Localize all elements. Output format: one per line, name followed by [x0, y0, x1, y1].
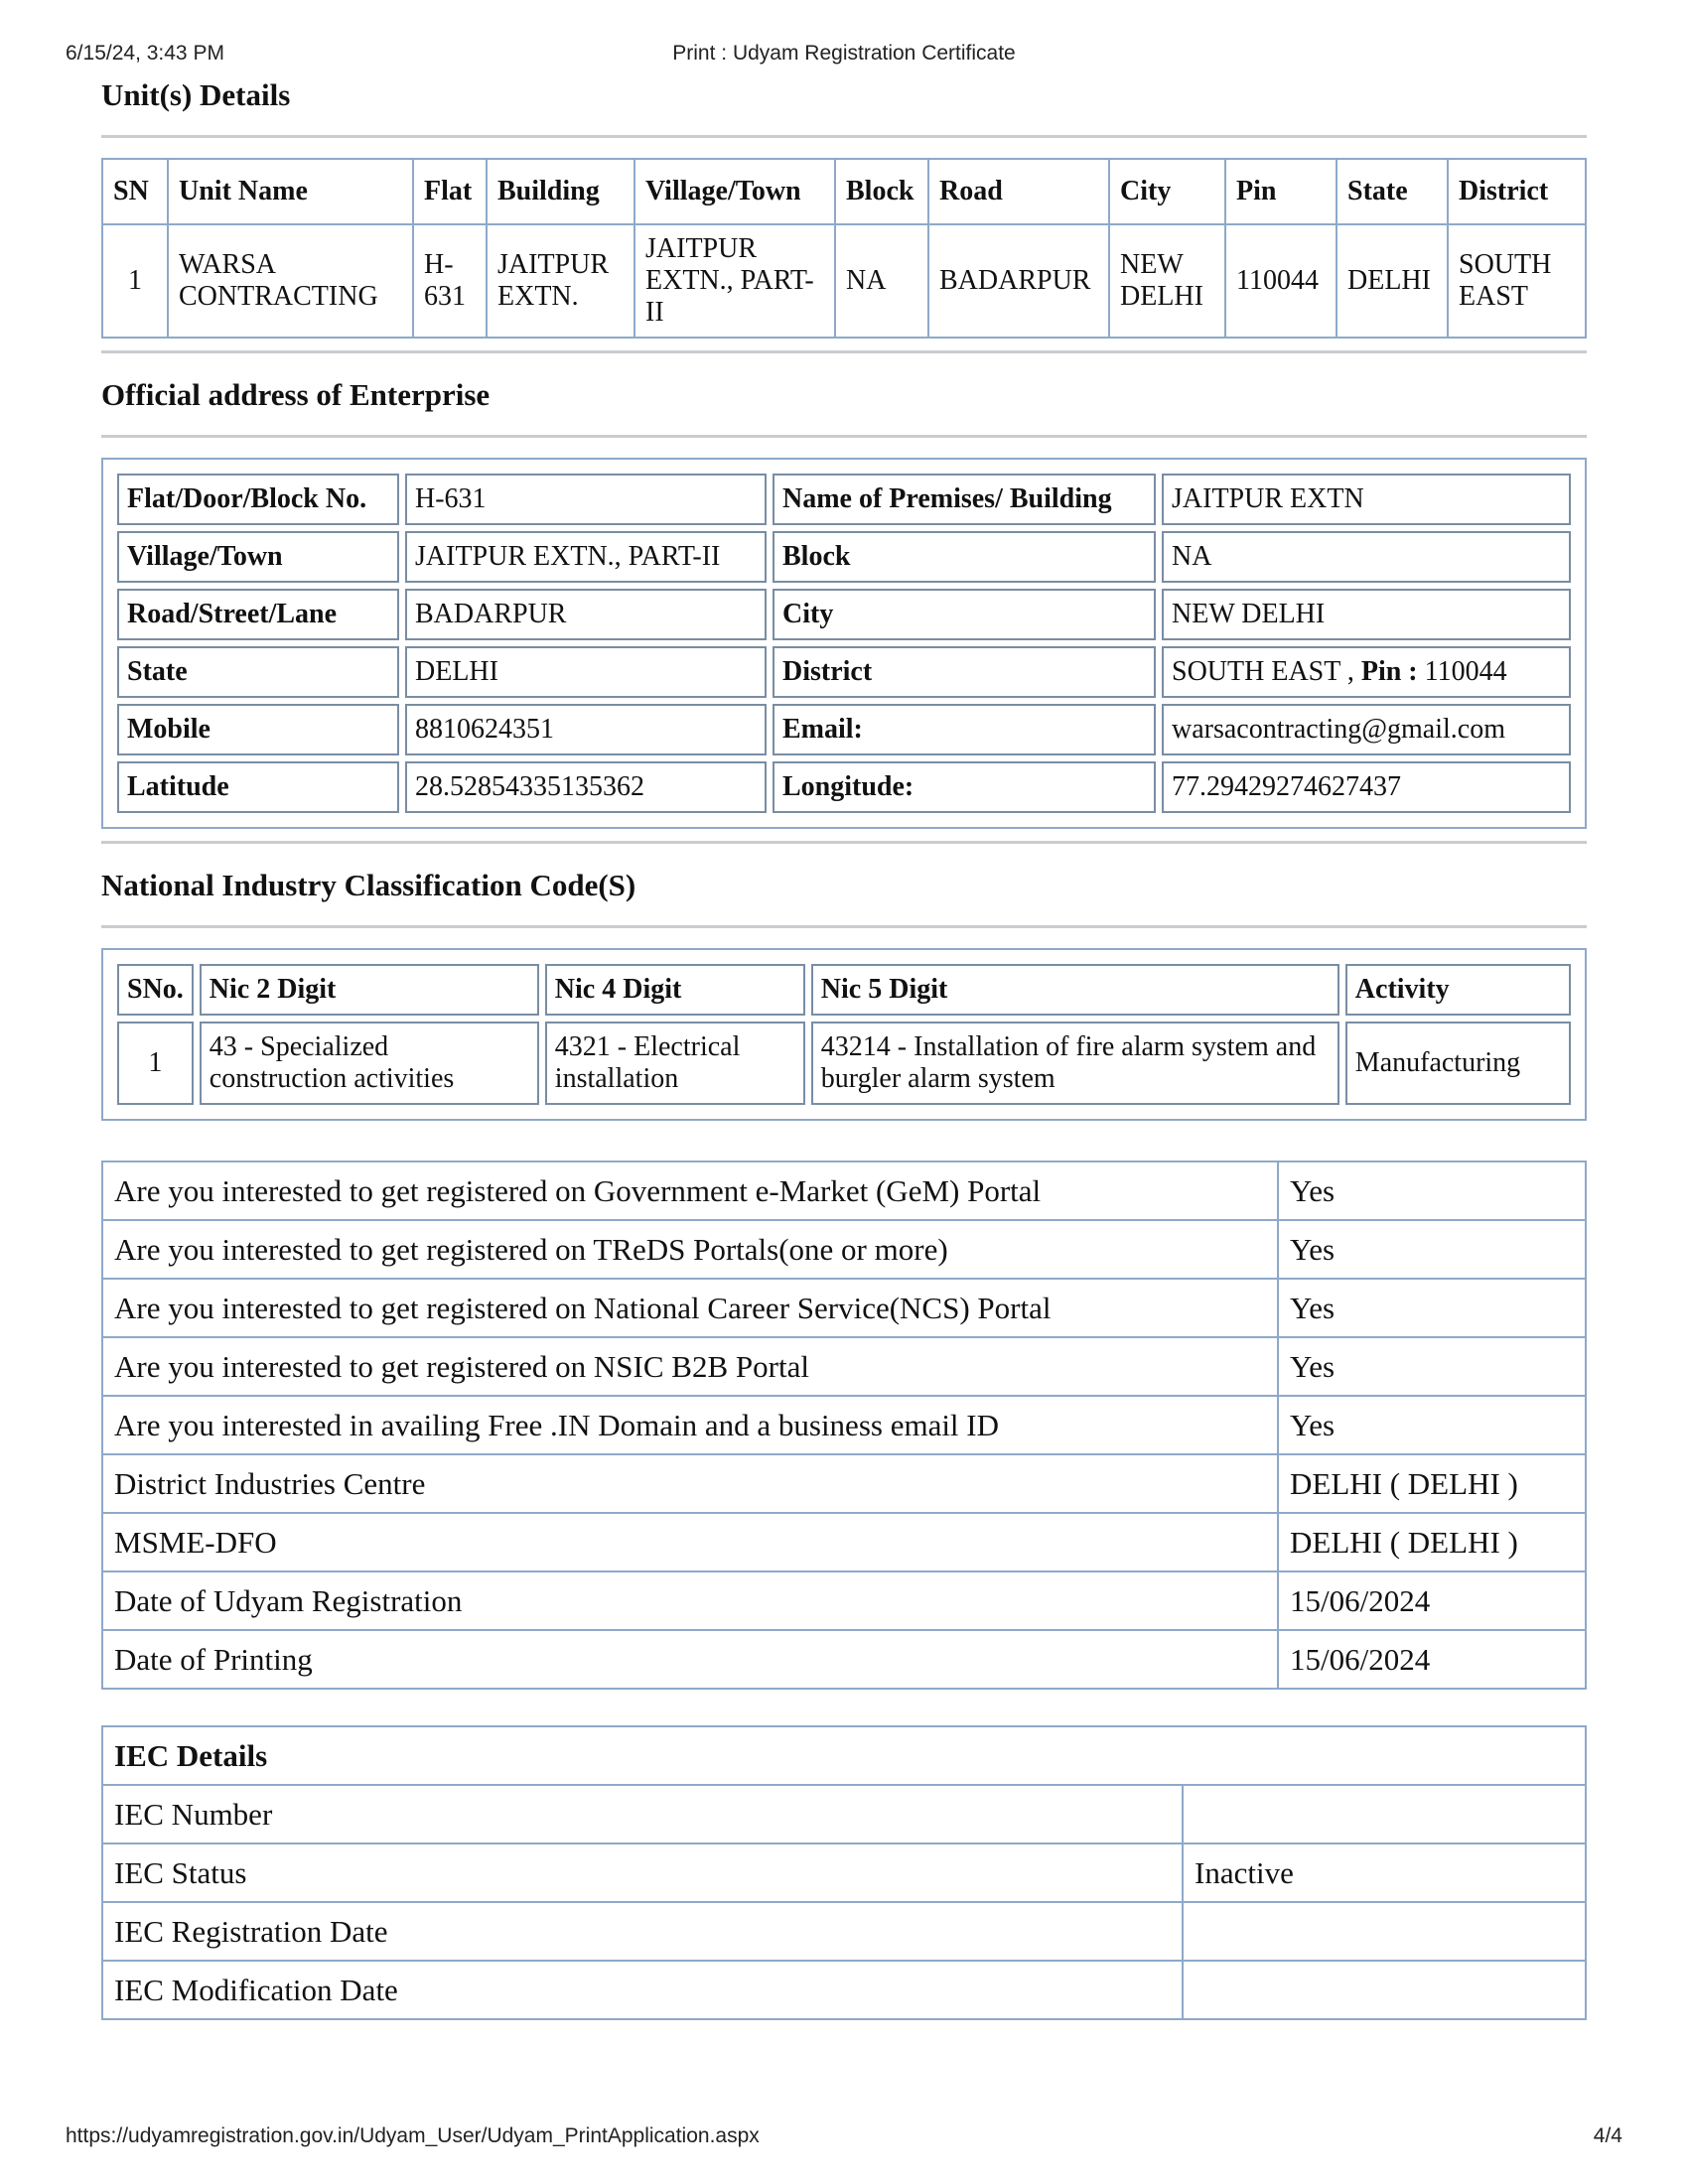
- iec-title: IEC Details: [102, 1726, 1586, 1785]
- col-sn: SN: [102, 159, 168, 224]
- address-label: Mobile: [117, 704, 399, 755]
- iec-table: [101, 1725, 1587, 2020]
- table-row: [102, 1279, 1586, 1337]
- nic-header-row: [117, 964, 1571, 1016]
- registration-table: [101, 1160, 1587, 1690]
- address-table: [111, 468, 1577, 819]
- unit-name: WARSA CONTRACTING: [168, 224, 413, 338]
- iec-value: Inactive: [1183, 1843, 1586, 1902]
- address-value: DELHI: [405, 646, 767, 698]
- unit-city: NEW DELHI: [1109, 224, 1225, 338]
- col-unit-name: Unit Name: [168, 159, 413, 224]
- answer: 15/06/2024: [1278, 1571, 1586, 1630]
- answer: Yes: [1278, 1279, 1586, 1337]
- answer: 15/06/2024: [1278, 1630, 1586, 1689]
- col-nic-2: Nic 2 Digit: [200, 964, 539, 1016]
- table-row: [102, 1961, 1586, 2019]
- col-building: Building: [487, 159, 634, 224]
- table-row: [102, 1630, 1586, 1689]
- unit-flat: H-631: [413, 224, 487, 338]
- address-label: Village/Town: [117, 531, 399, 583]
- question: Are you interested to get registered on National Career Service(NCS) Portal: [102, 1279, 1278, 1337]
- address-row: [117, 531, 1571, 583]
- table-row: [102, 1396, 1586, 1454]
- units-header-row: [102, 159, 1586, 224]
- answer: Yes: [1278, 1161, 1586, 1220]
- address-row: [117, 646, 1571, 698]
- nic-table: [111, 958, 1577, 1111]
- address-value: JAITPUR EXTN: [1162, 474, 1571, 525]
- question: District Industries Centre: [102, 1454, 1278, 1513]
- col-district: District: [1448, 159, 1586, 224]
- nic-box: [101, 948, 1587, 1121]
- iec-value: [1183, 1785, 1586, 1843]
- nic-2-digit: 43 - Specialized construction activities: [200, 1022, 539, 1105]
- section-divider: [101, 841, 1587, 844]
- iec-label: IEC Registration Date: [102, 1902, 1183, 1961]
- table-row: [102, 1454, 1586, 1513]
- district-value: SOUTH EAST ,: [1172, 656, 1354, 687]
- answer: DELHI ( DELHI ): [1278, 1513, 1586, 1571]
- unit-state: DELHI: [1336, 224, 1448, 338]
- unit-village-town: JAITPUR EXTN., PART-II: [634, 224, 835, 338]
- page-content: [101, 73, 1587, 2020]
- address-row: [117, 474, 1571, 525]
- table-row: [102, 224, 1586, 338]
- section-divider: [101, 925, 1587, 928]
- unit-road: BADARPUR: [928, 224, 1109, 338]
- iec-value: [1183, 1902, 1586, 1961]
- pin-value: 110044: [1424, 656, 1507, 687]
- table-row: [102, 1843, 1586, 1902]
- address-label: Flat/Door/Block No.: [117, 474, 399, 525]
- page-number: 4/4: [1593, 2124, 1622, 2147]
- question: Are you interested to get registered on TReDS Portals(one or more): [102, 1220, 1278, 1279]
- address-label: Block: [773, 531, 1156, 583]
- address-row: [117, 761, 1571, 813]
- answer: Yes: [1278, 1396, 1586, 1454]
- answer: DELHI ( DELHI ): [1278, 1454, 1586, 1513]
- question: Date of Udyam Registration: [102, 1571, 1278, 1630]
- nic-activity: Manufacturing: [1345, 1022, 1571, 1105]
- address-label: Name of Premises/ Building: [773, 474, 1156, 525]
- col-nic-5: Nic 5 Digit: [811, 964, 1339, 1016]
- table-row: [102, 1161, 1586, 1220]
- address-label: District: [773, 646, 1156, 698]
- address-label: Road/Street/Lane: [117, 589, 399, 640]
- unit-block: NA: [835, 224, 928, 338]
- table-row: [117, 1022, 1571, 1105]
- iec-header-row: [102, 1726, 1586, 1785]
- col-pin: Pin: [1225, 159, 1336, 224]
- units-section-title: Unit(s) Details: [101, 77, 291, 112]
- units-table: [101, 158, 1587, 339]
- col-road: Road: [928, 159, 1109, 224]
- address-label: Latitude: [117, 761, 399, 813]
- nic-4-digit: 4321 - Electrical installation: [545, 1022, 805, 1105]
- pin-label: Pin :: [1360, 656, 1418, 687]
- address-label: State: [117, 646, 399, 698]
- address-label: Email:: [773, 704, 1156, 755]
- answer: Yes: [1278, 1220, 1586, 1279]
- address-value: 8810624351: [405, 704, 767, 755]
- col-block: Block: [835, 159, 928, 224]
- print-datetime: 6/15/24, 3:43 PM: [66, 42, 224, 65]
- table-row: [102, 1220, 1586, 1279]
- address-box: [101, 458, 1587, 829]
- print-title: Print : Udyam Registration Certificate: [672, 42, 1016, 65]
- col-nic-4: Nic 4 Digit: [545, 964, 805, 1016]
- col-village-town: Village/Town: [634, 159, 835, 224]
- unit-building: JAITPUR EXTN.: [487, 224, 634, 338]
- address-value: JAITPUR EXTN., PART-II: [405, 531, 767, 583]
- col-city: City: [1109, 159, 1225, 224]
- email-value: warsacontracting@gmail.com: [1162, 704, 1571, 755]
- address-section-title: Official address of Enterprise: [101, 377, 491, 412]
- col-state: State: [1336, 159, 1448, 224]
- address-value: BADARPUR: [405, 589, 767, 640]
- table-row: [102, 1337, 1586, 1396]
- unit-sn: 1: [102, 224, 168, 338]
- question: MSME-DFO: [102, 1513, 1278, 1571]
- address-row: [117, 589, 1571, 640]
- iec-label: IEC Number: [102, 1785, 1183, 1843]
- table-row: [102, 1513, 1586, 1571]
- address-value: 77.29429274627437: [1162, 761, 1571, 813]
- question: Are you interested in availing Free .IN Domain and a business email ID: [102, 1396, 1278, 1454]
- address-row: [117, 704, 1571, 755]
- col-sno: SNo.: [117, 964, 194, 1016]
- col-activity: Activity: [1345, 964, 1571, 1016]
- question: Are you interested to get registered on NSIC B2B Portal: [102, 1337, 1278, 1396]
- iec-label: IEC Status: [102, 1843, 1183, 1902]
- iec-value: [1183, 1961, 1586, 2019]
- table-row: [102, 1902, 1586, 1961]
- district-pin-value: [1162, 646, 1571, 698]
- address-value: NA: [1162, 531, 1571, 583]
- address-label: City: [773, 589, 1156, 640]
- section-divider: [101, 350, 1587, 353]
- nic-section-title: National Industry Classification Code(S): [101, 868, 636, 902]
- question: Date of Printing: [102, 1630, 1278, 1689]
- address-value: NEW DELHI: [1162, 589, 1571, 640]
- nic-sno: 1: [117, 1022, 194, 1105]
- question: Are you interested to get registered on Government e-Market (GeM) Portal: [102, 1161, 1278, 1220]
- print-url: https://udyamregistration.gov.in/Udyam_User/Udyam_PrintApplication.aspx: [66, 2124, 760, 2147]
- section-divider: [101, 135, 1587, 138]
- nic-5-digit: 43214 - Installation of fire alarm system and burgler alarm system: [811, 1022, 1339, 1105]
- table-row: [102, 1571, 1586, 1630]
- address-value: H-631: [405, 474, 767, 525]
- address-value: 28.52854335135362: [405, 761, 767, 813]
- unit-pin: 110044: [1225, 224, 1336, 338]
- unit-district: SOUTH EAST: [1448, 224, 1586, 338]
- table-row: [102, 1785, 1586, 1843]
- iec-label: IEC Modification Date: [102, 1961, 1183, 2019]
- section-divider: [101, 435, 1587, 438]
- answer: Yes: [1278, 1337, 1586, 1396]
- col-flat: Flat: [413, 159, 487, 224]
- address-label: Longitude:: [773, 761, 1156, 813]
